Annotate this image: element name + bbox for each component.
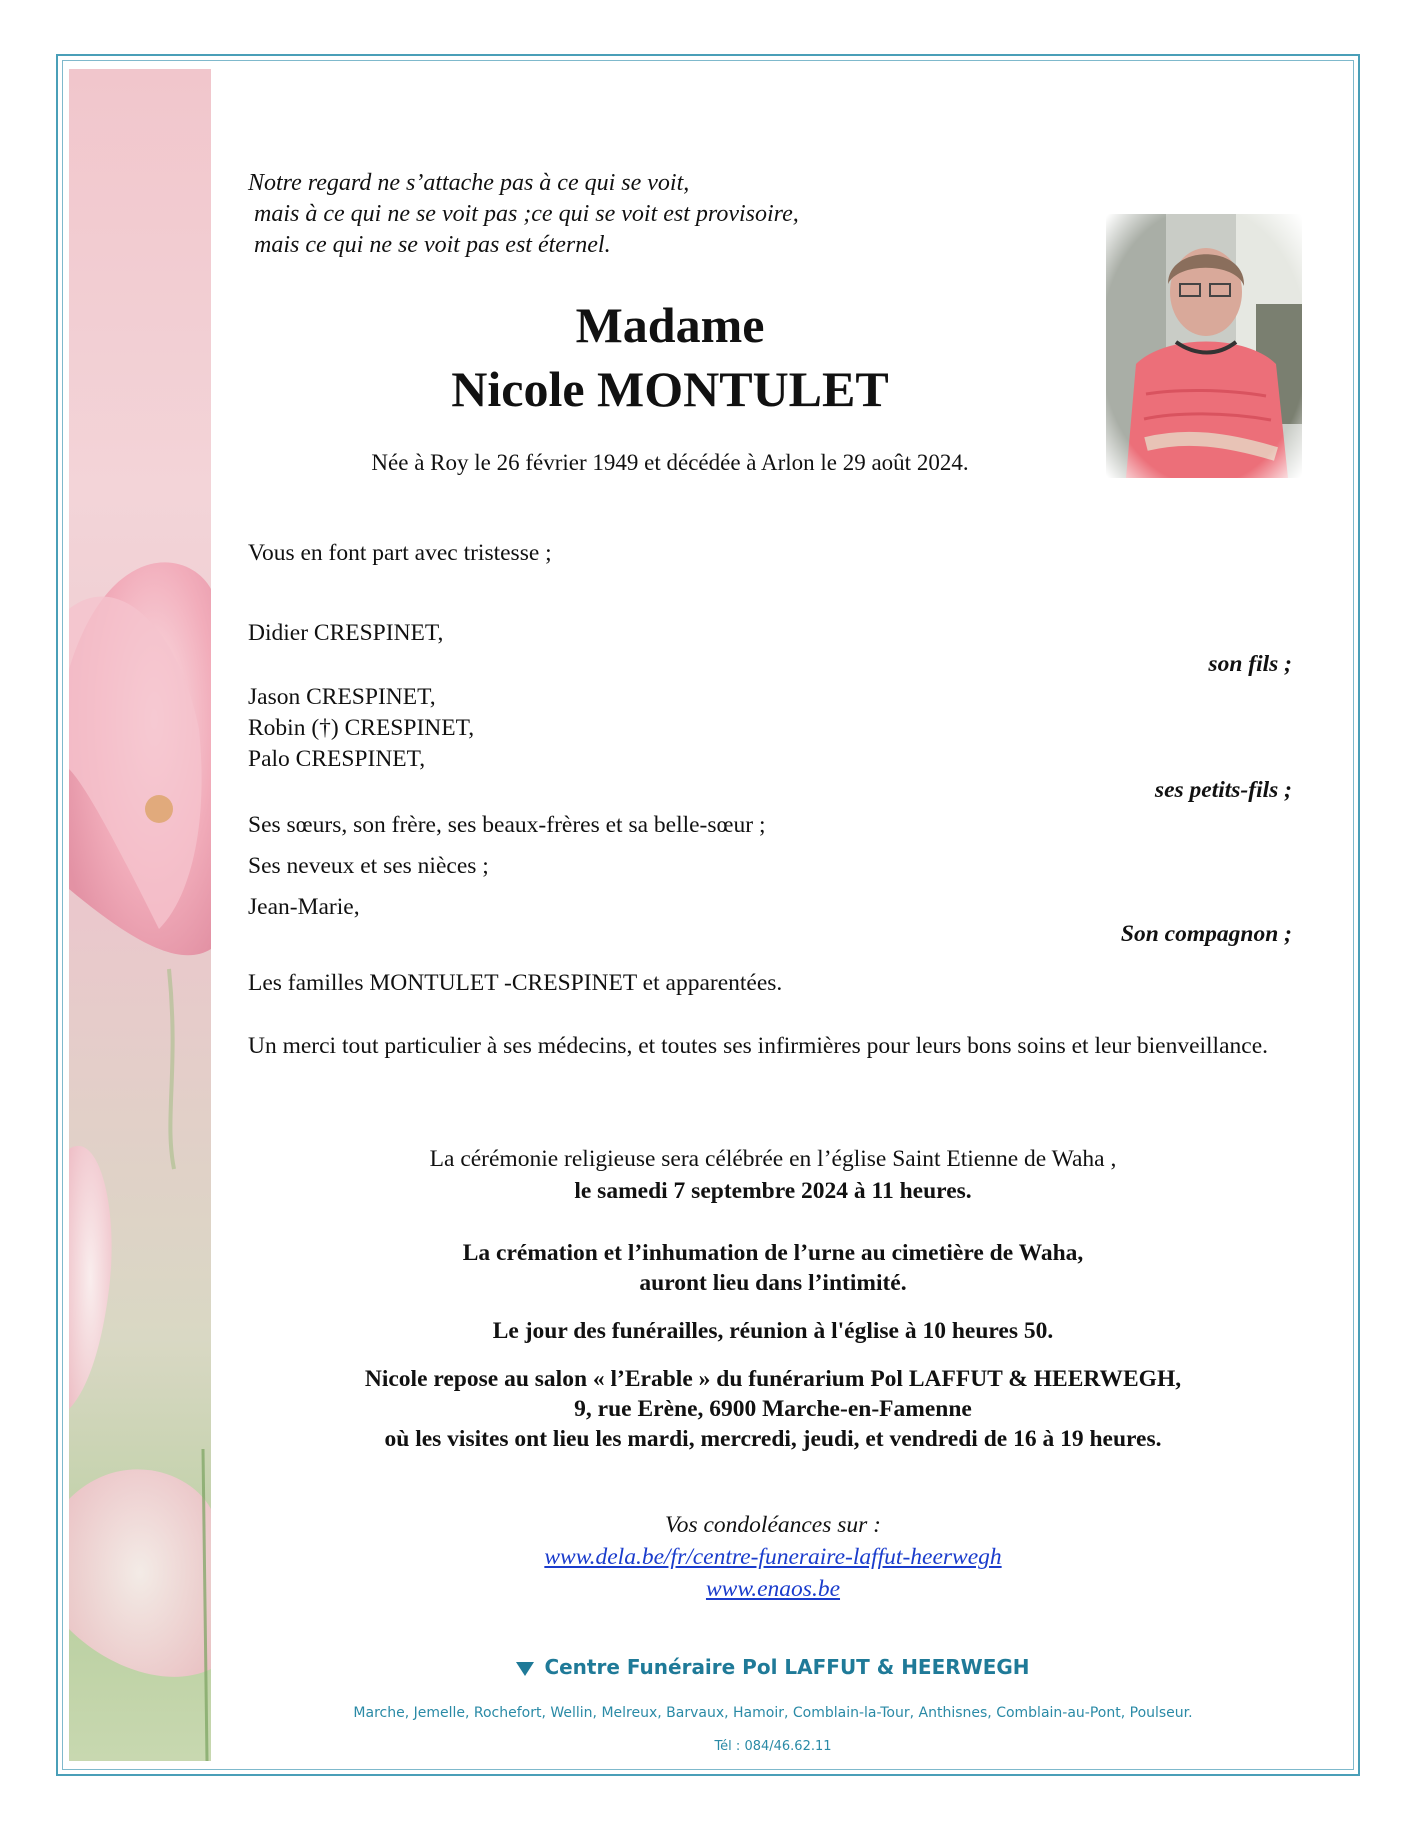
- condolences-link-enaos[interactable]: www.enaos.be: [705, 1576, 841, 1602]
- family-nephews: Ses neveux et ses nièces ;: [248, 853, 489, 879]
- footer-locations: Marche, Jemelle, Rochefort, Wellin, Melreux, Barvaux, Hamoir, Comblain-la-Tour, Anthisnes, Comblain-au-Pont, Poulseur.: [353, 1705, 1193, 1721]
- grandsons-label: ses petits-fils ;: [1154, 777, 1292, 803]
- meeting-line: Le jour des funérailles, réunion à l'église à 10 heures 50.: [492, 1318, 1054, 1344]
- title-honorific: Madame: [575, 297, 765, 353]
- family-families: Les familles MONTULET -CRESPINET et apparentées.: [248, 970, 783, 996]
- cremation-line-1: La crémation et l’inhumation de l’urne au cimetière de Waha,: [462, 1240, 1084, 1266]
- condolences-link-dela[interactable]: www.dela.be/fr/centre-funeraire-laffut-heerwegh: [544, 1544, 1002, 1570]
- grandson-1: Jason CRESPINET,: [248, 684, 436, 710]
- condolences-label: Vos condoléances sur :: [664, 1512, 882, 1538]
- family-siblings: Ses sœurs, son frère, ses beaux-frères et sa belle-sœur ;: [248, 812, 766, 838]
- deceased-name: Nicole MONTULET: [451, 361, 889, 417]
- intro-text: Vous en font part avec tristesse ;: [248, 540, 552, 566]
- family-partner: Jean-Marie,: [248, 894, 360, 920]
- verse-quote: Notre regard ne s’attache pas à ce qui se voit, mais à ce qui ne se voit pas ;ce qui se voit est provisoire, mais ce qui ne se voit pas est éternel.: [248, 170, 799, 258]
- thanks-text: Un merci tout particulier à ses médecins, et toutes ses infirmières pour leurs bons soins et leur bienveillance.: [248, 1033, 1269, 1059]
- ceremony-place: La cérémonie religieuse sera célébrée en l’église Saint Etienne de Waha ,: [429, 1146, 1117, 1172]
- triangle-down-icon: [516, 1662, 534, 1676]
- partner-label: Son compagnon ;: [1120, 921, 1292, 947]
- grandson-3: Palo CRESPINET,: [248, 746, 426, 772]
- footer-phone: Tél : 084/46.62.11: [714, 1739, 832, 1754]
- footer-company-name: Centre Funéraire Pol LAFFUT & HEERWEGH: [544, 1655, 1030, 1679]
- rest-line-2: 9, rue Erène, 6900 Marche-en-Famenne: [574, 1396, 972, 1422]
- ceremony-date: le samedi 7 septembre 2024 à 11 heures.: [574, 1178, 972, 1204]
- flower-decoration: [69, 69, 211, 1761]
- son-label: son fils ;: [1208, 651, 1292, 677]
- grandson-2: Robin (†) CRESPINET,: [248, 715, 475, 741]
- birth-death-line: Née à Roy le 26 février 1949 et décédée à Arlon le 29 août 2024.: [371, 450, 969, 475]
- footer-title: [210, 1655, 1336, 1679]
- cremation-line-2: auront lieu dans l’intimité.: [639, 1270, 907, 1296]
- portrait-photo: [1106, 214, 1302, 478]
- rest-line-1: Nicole repose au salon « l’Erable » du funérarium Pol LAFFUT & HEERWEGH,: [364, 1366, 1182, 1392]
- rest-line-3: où les visites ont lieu les mardi, mercredi, jeudi, et vendredi de 16 à 19 heures.: [384, 1426, 1162, 1452]
- family-son: Didier CRESPINET,: [248, 620, 444, 646]
